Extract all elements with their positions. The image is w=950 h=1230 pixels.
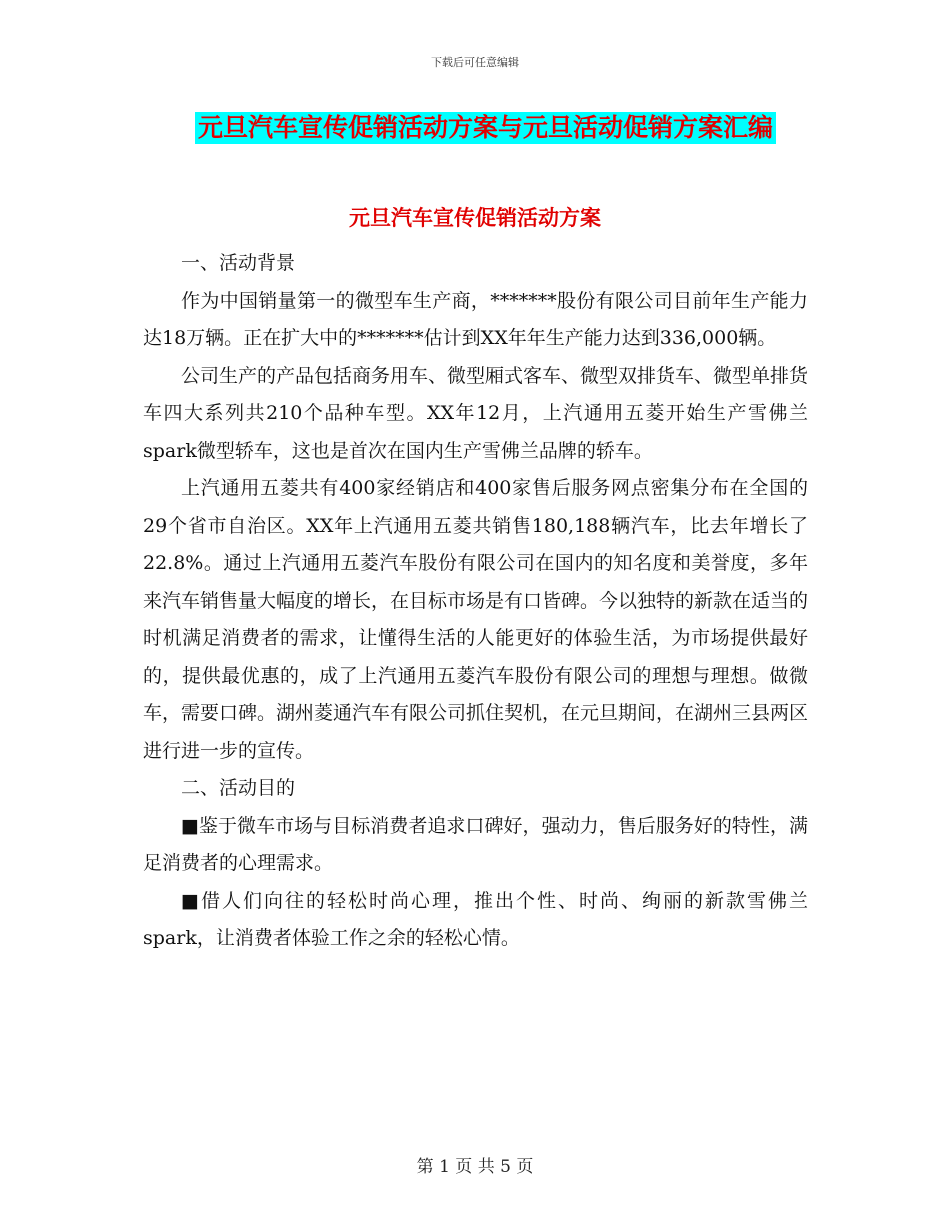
section-title: 元旦汽车宣传促销活动方案	[349, 205, 601, 230]
document-title: 元旦汽车宣传促销活动方案与元旦活动促销方案汇编	[195, 112, 776, 144]
paragraph-product-range: 公司生产的产品包括商务用车、微型厢式客车、微型双排货车、微型单排货车四大系列共210个品种车型。XX年12月，上汽通用五菱开始生产雪佛兰spark微型轿车，这也是首次在国内生产雪佛兰品牌的轿车。	[143, 364, 809, 462]
heading-activity-background: 一、活动背景	[181, 252, 296, 274]
header-note: 下载后可任意编辑	[431, 56, 519, 69]
page-number: 第 1 页 共 5 页	[416, 1157, 534, 1177]
heading-activity-purpose: 二、活动目的	[181, 777, 296, 799]
bullet-fashion-spark: ■借人们向往的轻松时尚心理，推出个性、时尚、绚丽的新款雪佛兰spark，让消费者体验工作之余的轻松心情。	[143, 889, 808, 949]
paragraph-dealer-network: 上汽通用五菱共有400家经销店和400家售后服务网点密集分布在全国的29个省市自治区。XX年上汽通用五菱共销售180,188辆汽车，比去年增长了22.8%。通过上汽通用五菱汽车股份有限公司在国内的知名度和美誉度，多年来汽车销售量大幅度的增长，在目标市场是有口皆碑。今以独特的新款在适当的时机满足消费者的需求，让懂得生活的人能更好的体验生活，为市场提供最好的，提供最优惠的，成了上汽通用五菱汽车股份有限公司的理想与理想。做微车，需要口碑。湖州菱通汽车有限公司抓住契机，在元旦期间，在湖州三县两区进行进一步的宣传。	[143, 477, 809, 762]
paragraph-production-capacity: 作为中国销量第一的微型车生产商，*******股份有限公司目前年生产能力达18万辆。正在扩大中的*******估计到XX年年生产能力达到336,000辆。	[143, 289, 808, 349]
document-body	[143, 245, 808, 958]
bullet-word-of-mouth: ■鉴于微车市场与目标消费者追求口碑好，强动力，售后服务好的特性，满足消费者的心理需求。	[143, 814, 808, 874]
